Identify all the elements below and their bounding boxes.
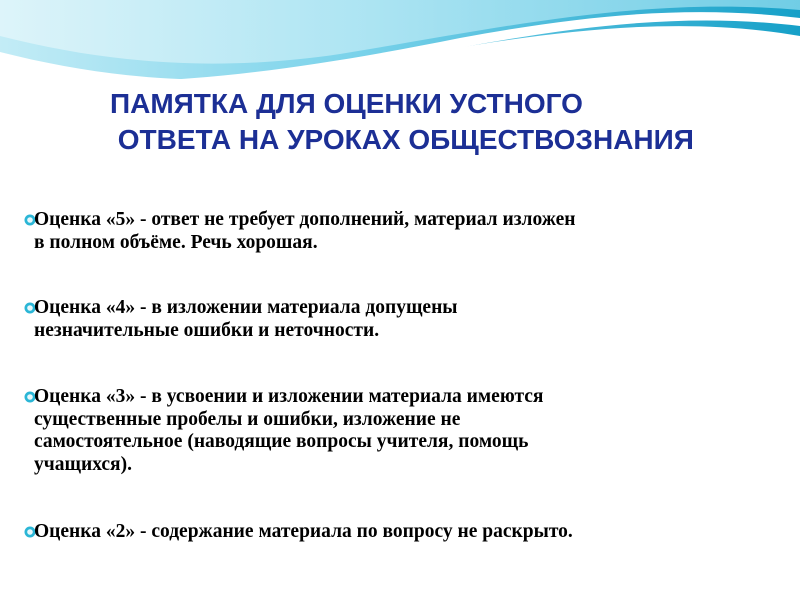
list-item-text: Оценка «4» - в изложении материала допущены незначительные ошибки и неточности. — [34, 297, 458, 341]
title-line-2: ОТВЕТА НА УРОКАХ ОБЩЕСТВОЗНАНИЯ — [110, 124, 694, 155]
list-item-text: Оценка «3» - в усвоении и изложении материала имеются существенные пробелы и ошибки, изложение не самостоятельное (наводящие вопросы учителя, помощь учащихся). — [34, 386, 544, 475]
list-item-text: Оценка «2» - содержание материала по вопросу не раскрыто. — [34, 521, 573, 542]
list-item-text: Оценка «5» - ответ не требует дополнений, материал изложен в полном объёме. Речь хорошая. — [34, 209, 576, 253]
title-line-1: ПАМЯТКА ДЛЯ ОЦЕНКИ УСТНОГО — [110, 88, 583, 119]
